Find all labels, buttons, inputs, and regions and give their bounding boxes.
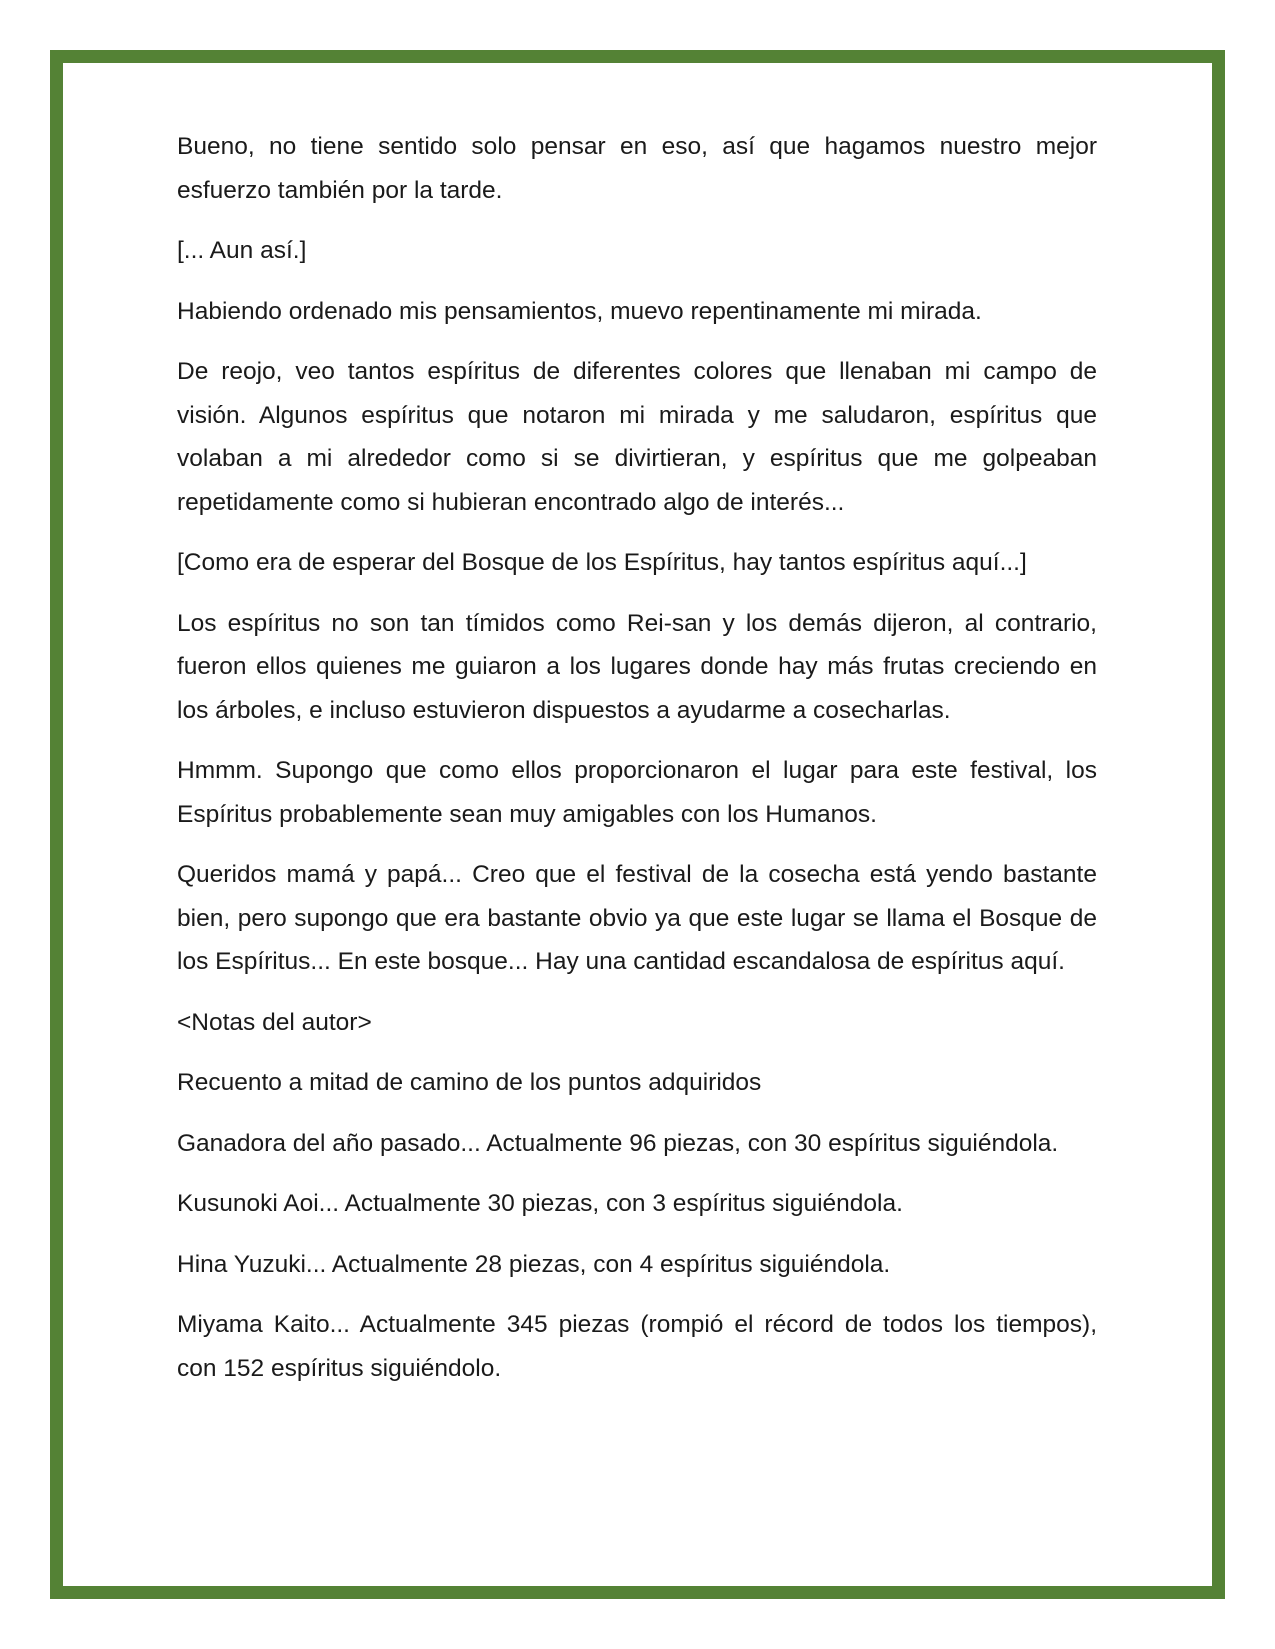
paragraph-spirits-description: De reojo, veo tantos espíritus de diferentes colores que llenaban mi campo de visión. Algunos espíritus que notaron mi mirada y me saludaron, espíritus que volaban a mi alrededor como si se divirtieran, y espíritus que me golpeaban repetidamente como si hubieran encontrado algo de interés...: [177, 358, 1097, 516]
points-tally-heading: Recuento a mitad de camino de los puntos adquiridos: [177, 1069, 762, 1096]
paragraph-spirit-forest-thought: [Como era de esperar del Bosque de los Espíritus, hay tantos espíritus aquí...]: [177, 549, 1027, 576]
paragraph-friendly-spirits: Hmmm. Supongo que como ellos proporcionaron el lugar para este festival, los Espíritus probablemente sean muy amigables con los Humanos.: [177, 757, 1097, 828]
tally-last-year-winner: Ganadora del año pasado... Actualmente 96 piezas, con 30 espíritus siguiéndola.: [177, 1129, 1059, 1157]
authors-notes-heading: <Notas del autor>: [177, 1008, 372, 1036]
paragraph-spirits-helping: Los espíritus no son tan tímidos como Rei-san y los demás dijeron, al contrario, fueron ellos quienes me guiaron a los lugares donde hay más frutas creciendo en los árboles, e incluso estuvieron dispuestos a ayudarme a cosecharlas.: [177, 609, 1097, 724]
tally-hina-yuzuki: Hina Yuzuki... Actualmente 28 piezas, con 4 espíritus siguiéndola.: [177, 1250, 891, 1278]
paragraph-moving-gaze: Habiendo ordenado mis pensamientos, muevo repentinamente mi mirada.: [177, 297, 982, 325]
tally-miyama-kaito: Miyama Kaito... Actualmente 345 piezas (rompió el récord de todos los tiempos), con 152 espíritus siguiéndolo.: [177, 1311, 1097, 1382]
paragraph-dear-parents: Queridos mamá y papá... Creo que el festival de la cosecha está yendo bastante bien, pero supongo que era bastante obvio ya que este lugar se llama el Bosque de los Espíritus... En este bosque... Hay una cantidad escandalosa de espíritus aquí.: [177, 861, 1097, 975]
paragraph-aun-asi: [... Aun así.]: [177, 237, 307, 264]
document-body: [177, 125, 1097, 1407]
paragraph-afternoon-effort: Bueno, no tiene sentido solo pensar en eso, así que hagamos nuestro mejor esfuerzo también por la tarde.: [177, 133, 1097, 204]
tally-kusunoki-aoi: Kusunoki Aoi... Actualmente 30 piezas, con 3 espíritus siguiéndola.: [177, 1190, 903, 1217]
